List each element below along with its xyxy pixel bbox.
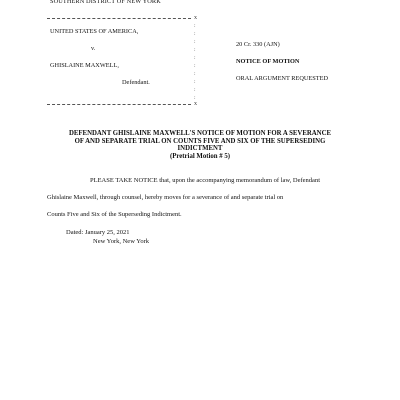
motion-title xyxy=(30,130,370,160)
caption-top-rule: x xyxy=(47,15,197,23)
dated-place: New York, New York xyxy=(93,238,149,245)
plaintiff-name: UNITED STATES OF AMERICA, xyxy=(50,28,139,35)
court-name: SOUTHERN DISTRICT OF NEW YORK xyxy=(50,0,161,5)
dated-line: Dated: January 25, 2021 xyxy=(66,229,130,236)
title-line-2: OF AND SEPARATE TRIAL ON COUNTS FIVE AND SIX OF THE SUPERSEDING xyxy=(74,137,326,145)
title-line-1: DEFENDANT GHISLAINE MAXWELL'S NOTICE OF MOTION FOR A SEVERANCE xyxy=(68,130,332,137)
document-type: NOTICE OF MOTION xyxy=(236,58,300,65)
case-number: 20 Cr. 330 (AJN) xyxy=(236,41,280,48)
title-line-4: (Pretrial Motion # 5) xyxy=(169,152,231,160)
title-line-3: INDICTMENT xyxy=(177,145,223,153)
body-line-2: Ghislaine Maxwell, through counsel, hereby moves for a severance of and separate trial on xyxy=(47,194,284,201)
body-line-3: Counts Five and Six of the Superseding Indictment. xyxy=(47,211,182,218)
caption-colon-column: : : : : : : : : : : xyxy=(194,23,196,101)
defendant-name: GHISLAINE MAXWELL, xyxy=(50,62,119,69)
caption-bottom-rule: x xyxy=(47,101,197,109)
defendant-role: Defendant. xyxy=(122,79,150,86)
oral-argument-note: ORAL ARGUMENT REQUESTED xyxy=(236,75,329,82)
body-line-1: PLEASE TAKE NOTICE that, upon the accompanying memorandum of law, Defendant xyxy=(90,177,320,184)
versus-label: v. xyxy=(91,45,96,52)
